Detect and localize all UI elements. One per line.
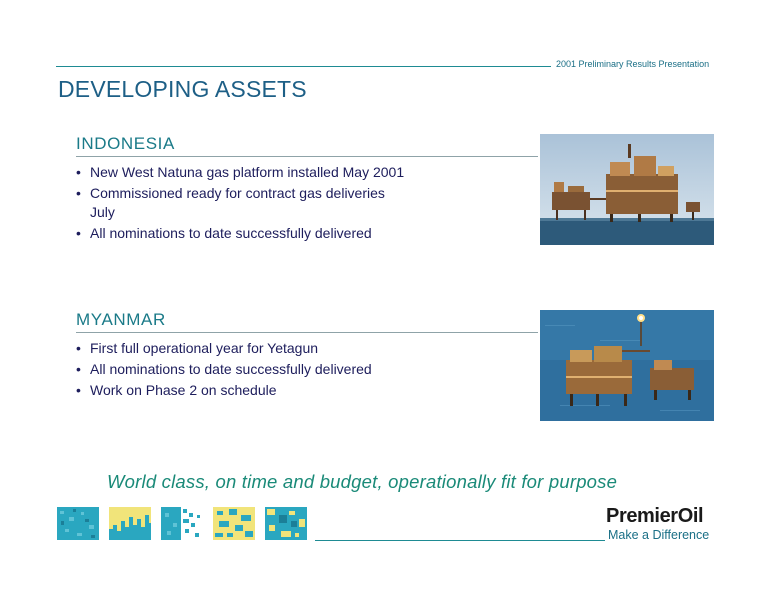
bullet-item: • All nominations to date successfully delivered [76, 224, 406, 243]
logo-tagline: Make a Difference [608, 528, 710, 542]
tile-pattern-icon [213, 507, 255, 540]
indonesia-platform-photo [540, 134, 714, 245]
section-heading: INDONESIA [76, 134, 175, 153]
tile-pattern-icon [161, 507, 203, 540]
tagline: World class, on time and budget, operationally fit for purpose [107, 471, 618, 492]
bottom-rule [315, 540, 605, 541]
section-rule [76, 156, 538, 157]
bullet-item: • First full operational year for Yetagun [76, 339, 436, 358]
bullet-item: • Work on Phase 2 on schedule [76, 381, 436, 400]
tile-pattern-icon [57, 507, 99, 540]
tile-pattern-icon [265, 507, 307, 540]
tile-pattern-icon [109, 507, 151, 540]
section-myanmar [76, 310, 538, 402]
bullet-list [76, 339, 436, 400]
bullet-item: • All nominations to date successfully delivered [76, 360, 436, 379]
bullet-list [76, 163, 406, 243]
bullet-item: • Commissioned ready for contract gas deliveries July [76, 184, 406, 222]
presentation-label: 2001 Preliminary Results Presentation [556, 59, 710, 69]
section-heading: MYANMAR [76, 310, 166, 329]
bullet-item: • New West Natuna gas platform installed May 2001 [76, 163, 406, 182]
myanmar-platform-photo [540, 310, 714, 421]
section-indonesia [76, 134, 538, 245]
top-rule [56, 66, 551, 67]
section-rule [76, 332, 538, 333]
page-title: DEVELOPING ASSETS [58, 76, 307, 102]
company-logo: PremierOil [606, 505, 704, 527]
